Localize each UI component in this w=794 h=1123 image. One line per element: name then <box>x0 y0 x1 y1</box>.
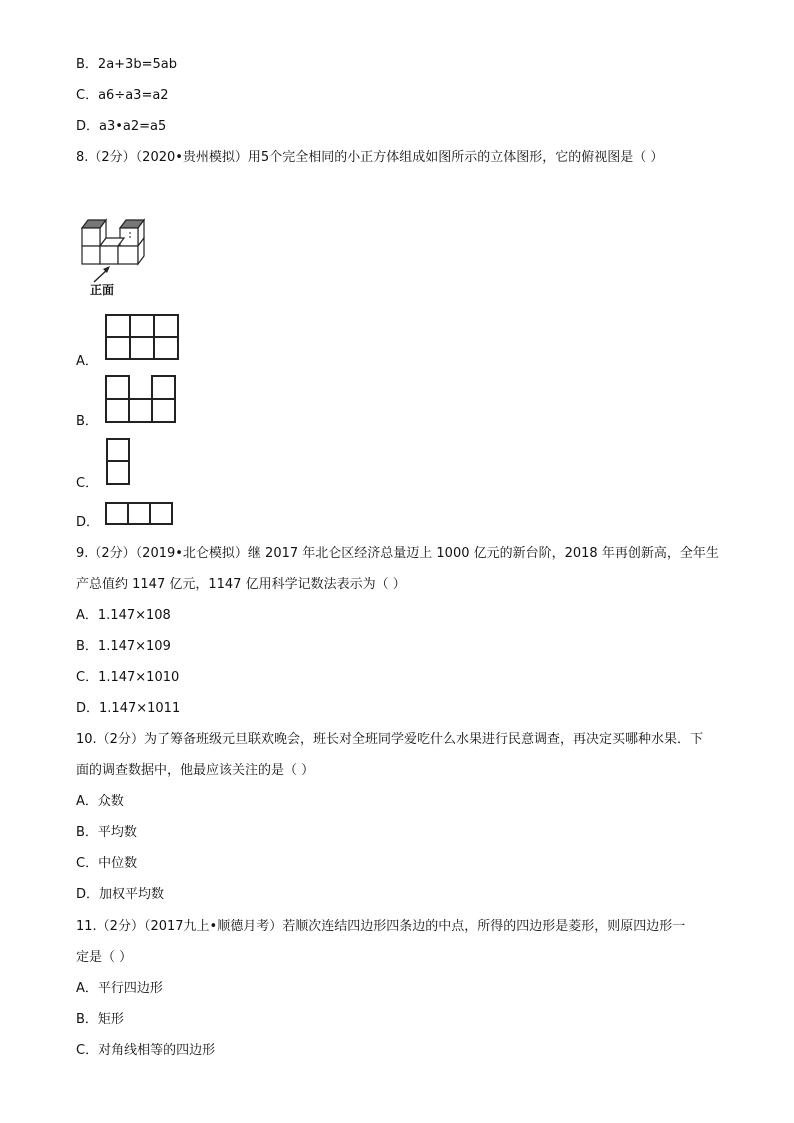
q8-cube-figure <box>74 214 164 304</box>
q10-stem-line2: 面的调查数据中，他最应该关注的是（ ） <box>76 763 315 778</box>
q8-option-c-label: C． <box>76 476 99 491</box>
q9-stem-line2: 产总值约 1147 亿元，1147 亿用科学记数法表示为（ ） <box>76 577 406 592</box>
q8-figure-caption: 正面 <box>90 283 115 297</box>
q8-stem: 8.（2分）（2020•贵州模拟）用5个完全相同的小正方体组成如图所示的立体图形，它的俯视图是（ ） <box>76 150 664 165</box>
q9-option-d: D．1.147×1011 <box>76 701 181 716</box>
q8-option-a-label: A． <box>76 354 98 369</box>
q8-option-d-label: D． <box>76 515 100 530</box>
q9-option-a: A．1.147×108 <box>76 608 171 623</box>
q11-stem-line1: 11.（2分）（2017九上•顺德月考）若顺次连结四边形四条边的中点，所得的四边形是菱形，则原四边形一 <box>76 919 686 934</box>
q8-option-b-label: B． <box>76 414 98 429</box>
q7-option-c: C．a6÷a3=a2 <box>76 88 169 103</box>
q10-option-a: A．众数 <box>76 794 124 809</box>
q8-option-a-figure <box>105 314 180 360</box>
q11-stem-line2: 定是（ ） <box>76 950 133 965</box>
q10-option-b: B．平均数 <box>76 825 137 840</box>
q9-stem-line1: 9.（2分）（2019•北仑模拟）继 2017 年北仑区经济总量迈上 1000 亿元的新台阶，2018 年再创新高，全年生 <box>76 546 719 561</box>
q8-option-c-figure <box>106 438 131 485</box>
q11-option-b: B．矩形 <box>76 1012 124 1027</box>
q7-option-d: D．a3•a2=a5 <box>76 119 167 134</box>
q10-stem-line1: 10.（2分）为了筹备班级元旦联欢晚会，班长对全班同学爱吃什么水果进行民意调查，再决定买哪种水果．下 <box>76 732 703 747</box>
q11-option-a: A．平行四边形 <box>76 981 163 996</box>
q10-option-d: D．加权平均数 <box>76 887 165 902</box>
q8-option-d-figure <box>105 502 174 526</box>
q9-option-c: C．1.147×1010 <box>76 670 180 685</box>
q7-option-b: B．2a+3b=5ab <box>76 57 177 72</box>
q9-option-b: B．1.147×109 <box>76 639 171 654</box>
q8-option-b-figure <box>105 375 177 423</box>
q11-option-c: C．对角线相等的四边形 <box>76 1043 216 1058</box>
q10-option-c: C．中位数 <box>76 856 138 871</box>
